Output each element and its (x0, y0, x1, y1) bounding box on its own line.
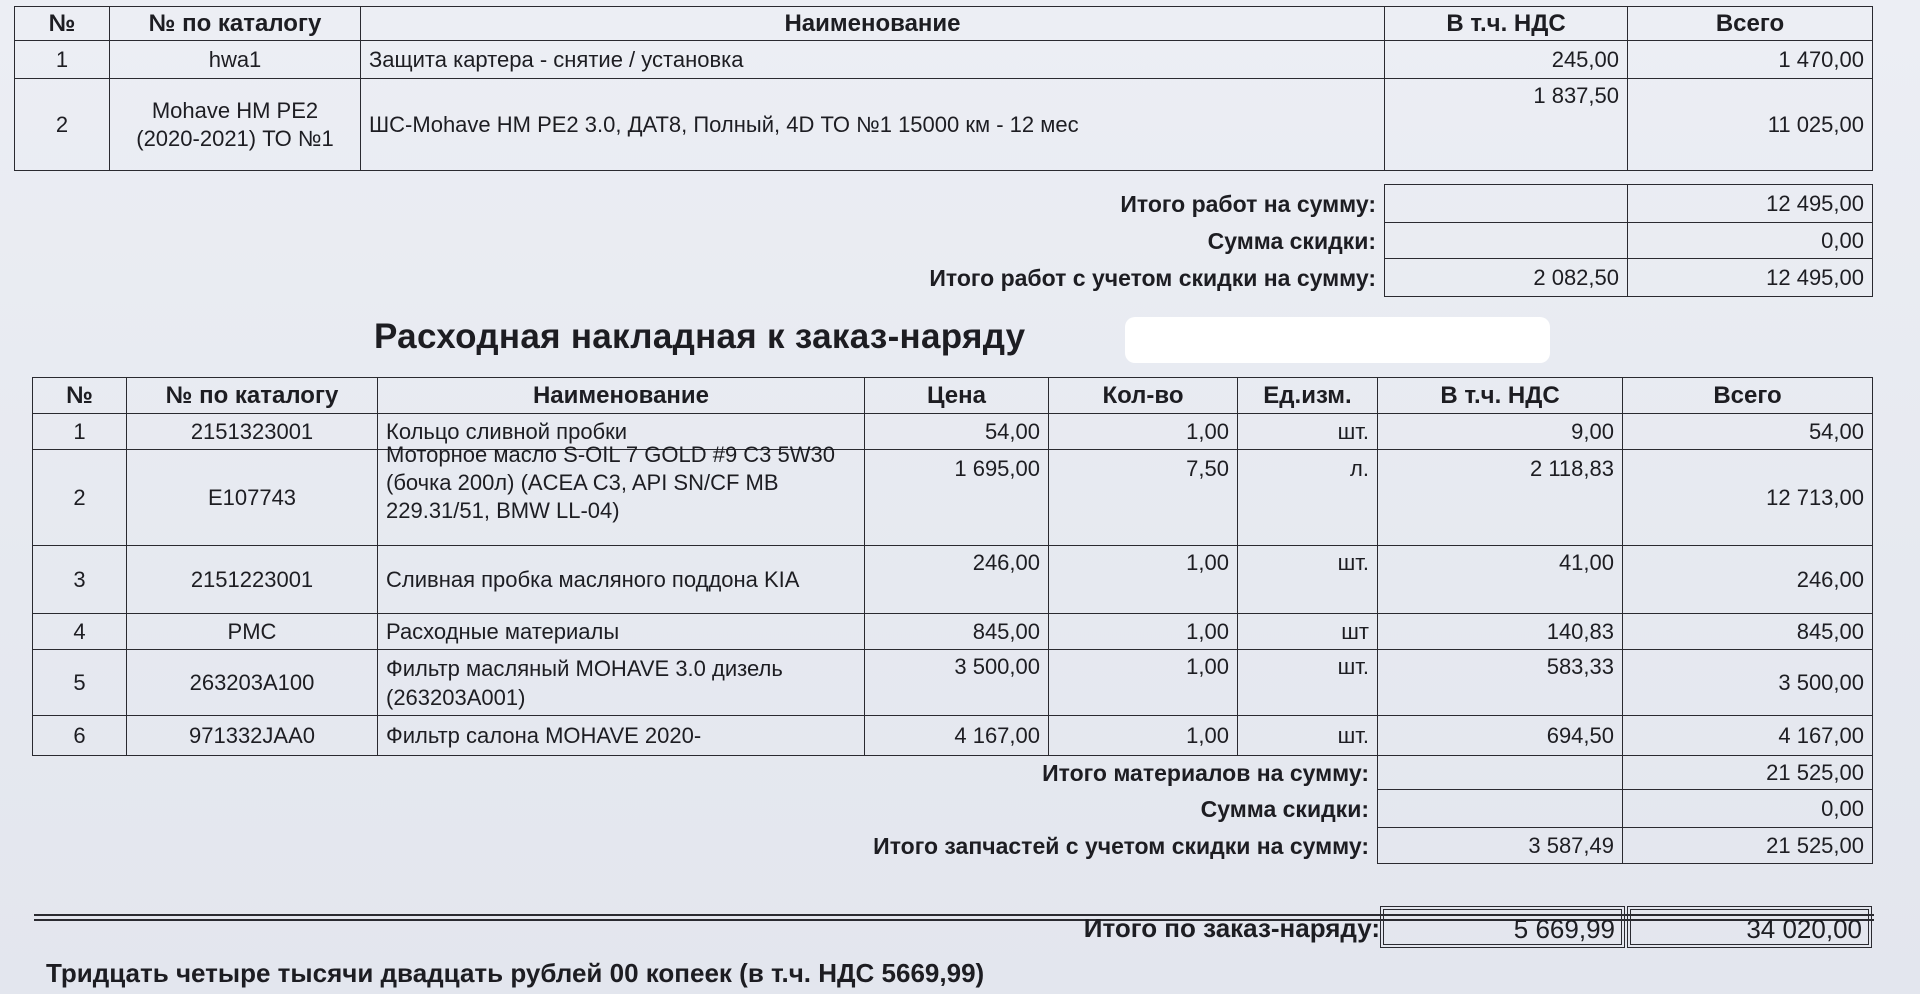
totals-label: Сумма скидки: (1207, 227, 1376, 254)
row-catalog: Mohave HM PE2 (2020-2021) ТО №1 (110, 79, 361, 171)
row-vat: 41,00 (1378, 546, 1623, 614)
row-catalog: 971332JAA0 (127, 716, 378, 756)
row-number: 3 (33, 546, 127, 614)
table-row (33, 614, 1873, 650)
row-vat: 9,00 (1378, 414, 1623, 450)
totals-row (15, 259, 1873, 297)
row-number: 1 (33, 414, 127, 450)
totals-row (15, 185, 1873, 223)
row-name: Фильтр масляный MOHAVE 3.0 дизель (263203A001) (378, 650, 865, 716)
row-unit: шт. (1238, 414, 1378, 450)
row-name: Кольцо сливной пробки (378, 414, 865, 450)
row-price: 54,00 (865, 414, 1049, 450)
row-vat: 583,33 (1378, 650, 1623, 716)
row-total: 4 167,00 (1623, 716, 1873, 756)
works-col-catalog: № по каталогу (110, 7, 361, 41)
row-total: 12 713,00 (1623, 450, 1873, 546)
row-catalog: hwa1 (110, 41, 361, 79)
totals-vat (1385, 185, 1628, 223)
row-catalog: 2151223001 (127, 546, 378, 614)
redaction-box (1125, 317, 1550, 363)
works-header-row (15, 7, 1873, 41)
row-number: 2 (15, 79, 110, 171)
row-qty: 1,00 (1049, 716, 1238, 756)
totals-row (15, 223, 1873, 259)
row-price: 246,00 (865, 546, 1049, 614)
row-price: 3 500,00 (865, 650, 1049, 716)
row-qty: 1,00 (1049, 546, 1238, 614)
row-name-text: Моторное масло S-OIL 7 GOLD #9 C3 5W30 (бочка 200л) (ACEA C3, API SN/CF MB 229.31/51, BMW LL-04) (386, 441, 836, 523)
totals-vat (1378, 756, 1623, 790)
materials-col-unit: Ед.изм. (1238, 378, 1378, 414)
row-total: 1 470,00 (1628, 41, 1873, 79)
row-vat: 694,50 (1378, 716, 1623, 756)
table-row (33, 650, 1873, 716)
row-name: Расходные материалы (378, 614, 865, 650)
totals-vat: 3 587,49 (1378, 828, 1623, 864)
works-col-total: Всего (1628, 7, 1873, 41)
table-row (33, 546, 1873, 614)
row-catalog: PMC (127, 614, 378, 650)
row-catalog: E107743 (127, 450, 378, 546)
works-col-vat: В т.ч. НДС (1385, 7, 1628, 41)
materials-col-price: Цена (865, 378, 1049, 414)
works-table (14, 6, 1873, 297)
row-total: 845,00 (1623, 614, 1873, 650)
row-unit: шт (1238, 614, 1378, 650)
invoice-title: Расходная накладная к заказ-наряду (374, 317, 1026, 356)
totals-total: 21 525,00 (1623, 828, 1873, 864)
table-row (33, 450, 1873, 546)
row-name: ШС-Mohave HM PE2 3.0, ДАТ8, Полный, 4D ТО №1 15000 км - 12 мес (361, 79, 1385, 171)
row-price: 1 695,00 (865, 450, 1049, 546)
row-name: Фильтр салона MOHAVE 2020- (378, 716, 865, 756)
totals-row (33, 756, 1873, 790)
row-qty: 1,00 (1049, 414, 1238, 450)
row-qty: 1,00 (1049, 650, 1238, 716)
totals-label: Итого материалов на сумму: (1042, 759, 1369, 786)
totals-label: Сумма скидки: (1200, 795, 1369, 822)
table-row (15, 41, 1873, 79)
totals-total: 0,00 (1623, 790, 1873, 828)
row-price: 4 167,00 (865, 716, 1049, 756)
row-total: 246,00 (1623, 546, 1873, 614)
row-number: 2 (33, 450, 127, 546)
materials-col-number: № (33, 378, 127, 414)
totals-total: 12 495,00 (1628, 185, 1873, 223)
row-catalog: 263203A100 (127, 650, 378, 716)
row-vat: 2 118,83 (1378, 450, 1623, 546)
grand-total-total: 34 020,00 (1627, 906, 1872, 948)
row-price: 845,00 (865, 614, 1049, 650)
grand-total-label: Итого по заказ-наряду: (1083, 913, 1380, 943)
totals-label: Итого работ на сумму: (1120, 190, 1376, 217)
row-number: 5 (33, 650, 127, 716)
row-unit: шт. (1238, 716, 1378, 756)
row-vat: 1 837,50 (1385, 79, 1628, 171)
row-unit: шт. (1238, 546, 1378, 614)
materials-col-name: Наименование (378, 378, 865, 414)
row-catalog: 2151323001 (127, 414, 378, 450)
totals-total: 0,00 (1628, 223, 1873, 259)
table-row (15, 79, 1873, 171)
row-name (378, 441, 865, 546)
materials-header-row (33, 378, 1873, 414)
totals-total: 12 495,00 (1628, 259, 1873, 297)
row-vat: 245,00 (1385, 41, 1628, 79)
materials-col-qty: Кол-во (1049, 378, 1238, 414)
table-row (33, 414, 1873, 450)
row-vat: 140,83 (1378, 614, 1623, 650)
row-name: Защита картера - снятие / установка (361, 41, 1385, 79)
totals-total: 21 525,00 (1623, 756, 1873, 790)
materials-table (32, 377, 1873, 864)
row-name: Сливная пробка масляного поддона KIA (378, 546, 865, 614)
materials-col-vat: В т.ч. НДС (1378, 378, 1623, 414)
row-unit: шт. (1238, 650, 1378, 716)
row-unit: л. (1238, 450, 1378, 546)
materials-col-total: Всего (1623, 378, 1873, 414)
row-qty: 1,00 (1049, 614, 1238, 650)
works-col-name: Наименование (361, 7, 1385, 41)
table-row (33, 716, 1873, 756)
totals-vat (1385, 223, 1628, 259)
row-total: 3 500,00 (1623, 650, 1873, 716)
grand-total-vat: 5 669,99 (1380, 906, 1625, 948)
works-col-number: № (15, 7, 110, 41)
row-number: 4 (33, 614, 127, 650)
spacer (15, 171, 1873, 185)
row-number: 1 (15, 41, 110, 79)
totals-label: Итого запчастей с учетом скидки на сумму: (873, 832, 1369, 859)
totals-vat (1378, 790, 1623, 828)
row-number: 6 (33, 716, 127, 756)
materials-col-catalog: № по каталогу (127, 378, 378, 414)
row-total: 54,00 (1623, 414, 1873, 450)
totals-label: Итого работ с учетом скидки на сумму: (929, 264, 1376, 291)
totals-row (33, 828, 1873, 864)
row-qty: 7,50 (1049, 450, 1238, 546)
totals-vat: 2 082,50 (1385, 259, 1628, 297)
amount-in-words: Тридцать четыре тысячи двадцать рублей 00 копеек (в т.ч. НДС 5669,99) (46, 958, 985, 988)
totals-row (33, 790, 1873, 828)
row-total: 11 025,00 (1628, 79, 1873, 171)
